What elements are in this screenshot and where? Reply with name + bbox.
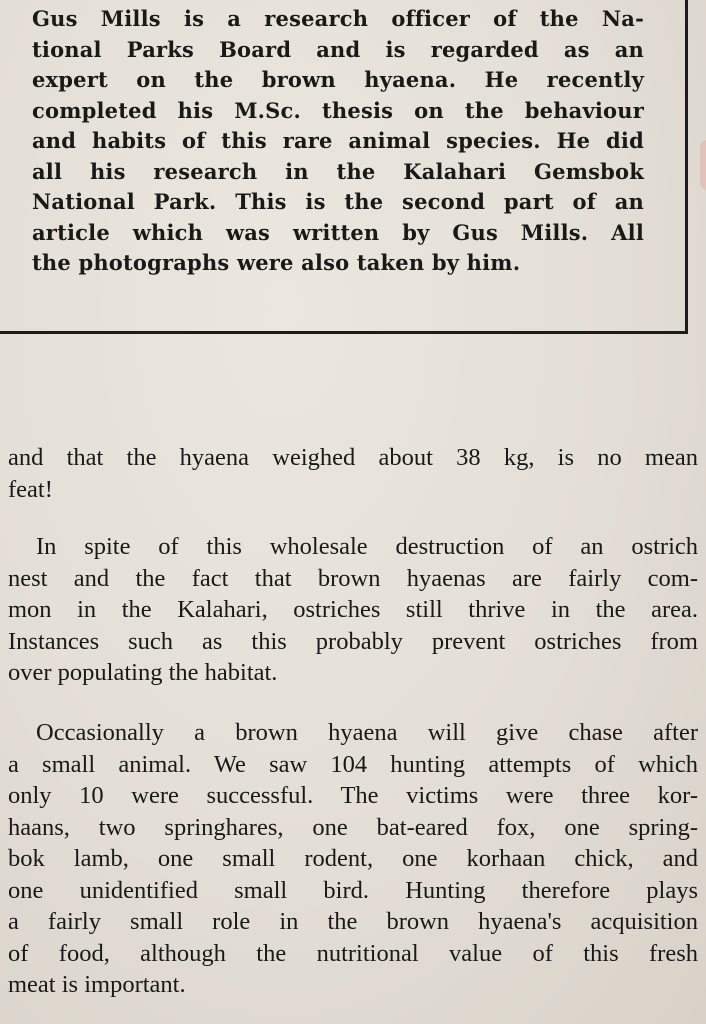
text-line: mon in the Kalahari, ostriches still thrive in the area. bbox=[8, 596, 698, 623]
text-line: over populating the habitat. bbox=[8, 659, 278, 686]
author-intro-text bbox=[32, 4, 644, 279]
intro-line: the photographs were also taken by him. bbox=[32, 250, 521, 275]
intro-line: and habits of this rare animal species. He did bbox=[32, 128, 644, 153]
text-line: meat is important. bbox=[8, 971, 186, 998]
text-line: Instances such as this probably prevent ostriches from bbox=[8, 627, 698, 655]
text-line: one unidentified small bird. Hunting therefore plays bbox=[8, 876, 698, 904]
paragraph-hunting bbox=[8, 717, 698, 1001]
intro-line: tional Parks Board and is regarded as an bbox=[32, 36, 644, 62]
paragraph-continuation bbox=[8, 442, 698, 505]
intro-line: Gus Mills is a research officer of the Na- bbox=[32, 6, 644, 31]
intro-line: National Park. This is the second part of an bbox=[32, 189, 644, 214]
text-line: haans, two springhares, one bat-eared fox, one spring- bbox=[8, 813, 698, 841]
text-line: In spite of this wholesale destruction of an ostrich bbox=[36, 533, 698, 560]
text-line: nest and the fact that brown hyaenas are fairly com- bbox=[8, 564, 698, 592]
text-line: a fairly small role in the brown hyaena's acquisition bbox=[8, 908, 698, 935]
text-line: bok lamb, one small rodent, one korhaan chick, and bbox=[8, 845, 698, 872]
text-line: and that the hyaena weighed about 38 kg, is no mean bbox=[8, 444, 698, 471]
intro-line: expert on the brown hyaena. He recently bbox=[32, 67, 644, 92]
intro-line: article which was written by Gus Mills. All bbox=[32, 219, 644, 245]
intro-line: completed his M.Sc. thesis on the behaviour bbox=[32, 97, 644, 123]
page-edge-decoration bbox=[700, 140, 706, 190]
text-line: only 10 were successful. The victims were three kor- bbox=[8, 782, 698, 809]
text-line: Occasionally a brown hyaena will give chase after bbox=[36, 719, 698, 746]
paragraph-ostriches bbox=[8, 531, 698, 689]
text-line: feat! bbox=[8, 475, 53, 503]
text-line: of food, although the nutritional value of this fresh bbox=[8, 939, 698, 967]
text-line: a small animal. We saw 104 hunting attempts of which bbox=[8, 750, 698, 778]
intro-line: all his research in the Kalahari Gemsbok bbox=[32, 158, 644, 184]
